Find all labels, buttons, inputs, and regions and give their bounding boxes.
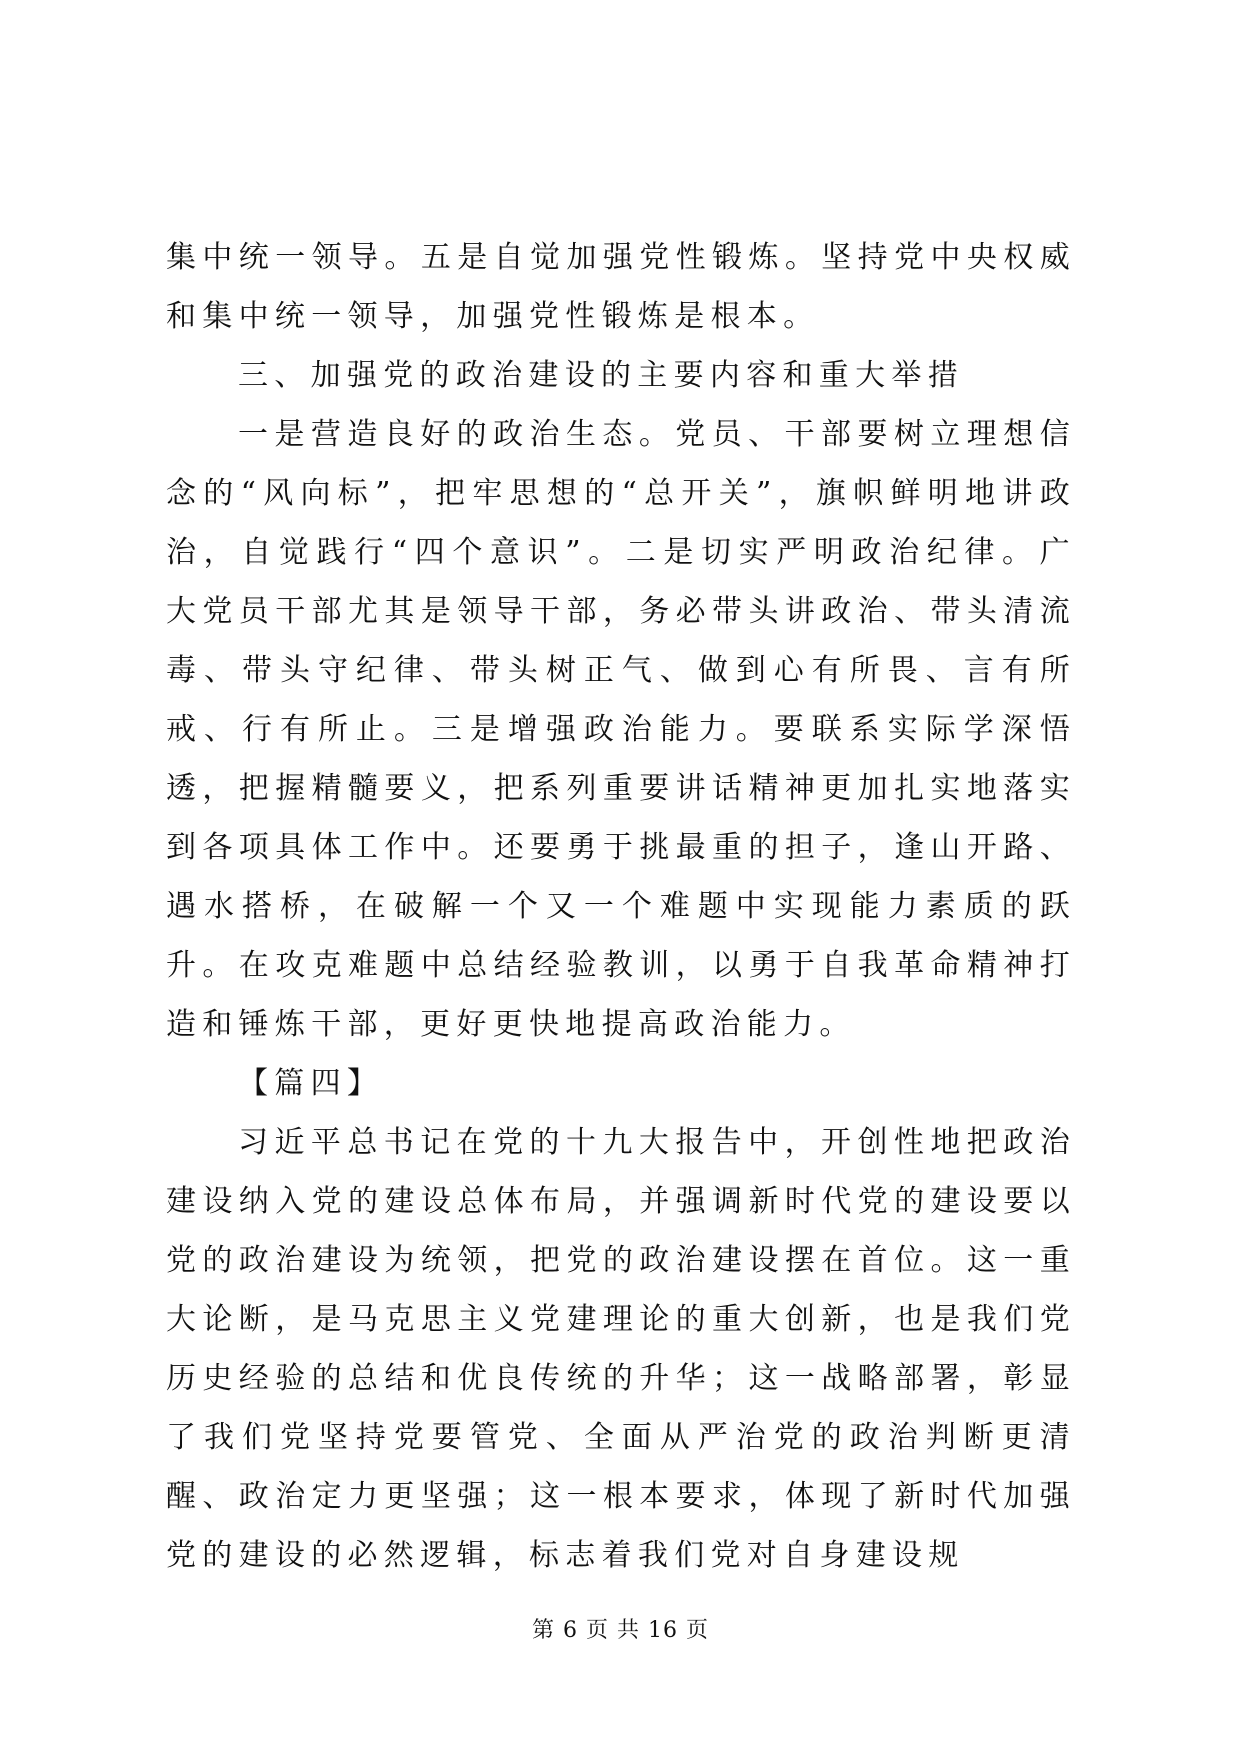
section-paragraph: 一是营造良好的政治生态。党员、干部要树立理想信念的“风向标”，把牢思想的“总开关”，旗帜鲜明地讲政治，自觉践行“四个意识”。二是切实严明政治纪律。广大党员干部尤其是领导干部，务必带头讲政治、带头清流毒、带头守纪律、带头树正气、做到心有所畏、言有所戒、行有所止。三是增强政治能力。要联系实际学深悟透，把握精髓要义，把系列重要讲话精神更加扎实地落实到各项具体工作中。还要勇于挑最重的担子，逢山开路、遇水搭桥，在破解一个又一个难题中实现能力素质的跃升。在攻克难题中总结经验教训，以勇于自我革命精神打造和锤炼干部，更好更快地提高政治能力。 — [166, 417, 1076, 1042]
page-number-footer: 第 6 页 共 16 页 — [532, 1618, 709, 1643]
document-body — [166, 228, 1076, 1585]
section-heading: 三、加强党的政治建设的主要内容和重大举措 — [238, 358, 964, 393]
part-paragraph: 习近平总书记在党的十九大报告中，开创性地把政治建设纳入党的建设总体布局，并强调新时代党的建设要以党的政治建设为统领，把党的政治建设摆在首位。这一重大论断，是马克思主义党建理论的重大创新，也是我们党历史经验的总结和优良传统的升华；这一战略部署，彰显了我们党坚持党要管党、全面从严治党的政治判断更清醒、政治定力更坚强；这一根本要求，体现了新时代加强党的建设的必然逻辑，标志着我们党对自身建设规 — [166, 1125, 1076, 1573]
continued-paragraph: 集中统一领导。五是自觉加强党性锻炼。坚持党中央权威和集中统一领导，加强党性锻炼是根本。 — [166, 240, 1076, 334]
part-label: 【篇四】 — [238, 1066, 384, 1101]
